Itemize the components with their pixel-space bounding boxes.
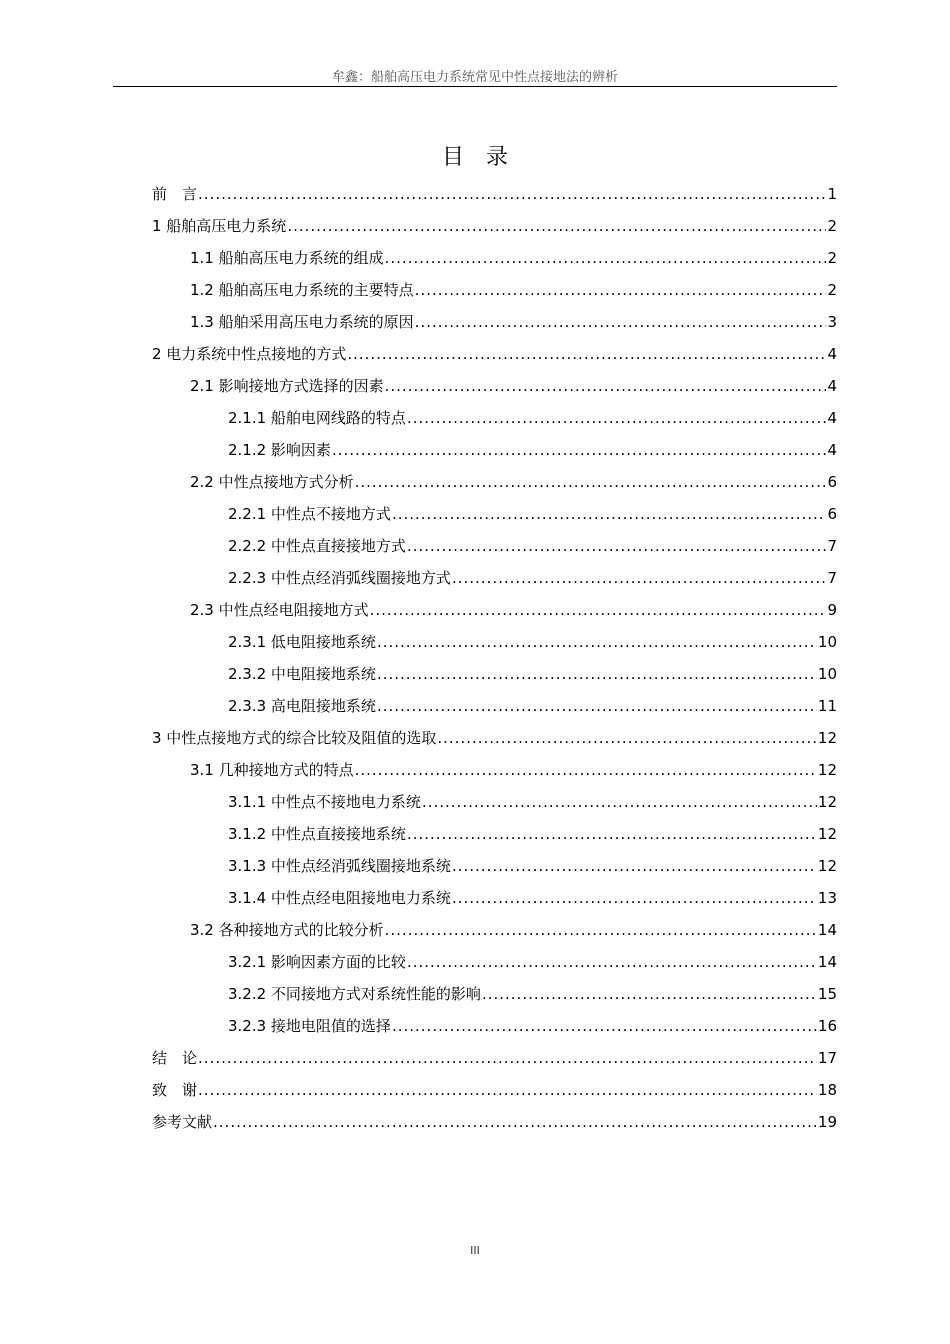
toc-entry-page: 7	[827, 569, 837, 587]
toc-entry-label: 3.2.3 接地电阻值的选择	[228, 1017, 391, 1035]
toc-entry[interactable]	[152, 882, 837, 914]
toc-entry-label: 前 言	[152, 185, 198, 203]
toc-dot-leader	[452, 850, 817, 882]
running-header: 牟鑫：船舶高压电力系统常见中性点接地法的辨析	[331, 70, 618, 85]
toc-entry[interactable]	[152, 786, 837, 818]
toc-entry-page: 12	[817, 793, 837, 811]
toc-entry-label: 2.2.3 中性点经消弧线圈接地方式	[228, 569, 451, 587]
header-rule	[113, 86, 837, 87]
toc-entry-page: 17	[817, 1049, 837, 1067]
toc-entry-page: 14	[817, 921, 837, 939]
toc-dot-leader	[407, 818, 817, 850]
toc-entry[interactable]	[152, 850, 837, 882]
toc-dot-leader	[452, 882, 817, 914]
toc-entry-page: 6	[827, 505, 837, 523]
toc-dot-leader	[370, 594, 827, 626]
toc-entry-label: 2.3.2 中电阻接地系统	[228, 665, 376, 683]
toc-entry-label: 1.1 船舶高压电力系统的组成	[190, 249, 384, 267]
toc-entry[interactable]	[152, 210, 837, 242]
toc-entry[interactable]	[152, 242, 837, 274]
toc-dot-leader	[213, 1106, 817, 1138]
toc-dot-leader	[407, 402, 827, 434]
toc-dot-leader	[332, 434, 827, 466]
toc-entry-label: 3.1.2 中性点直接接地系统	[228, 825, 406, 843]
toc-entry-label: 3.1.4 中性点经电阻接地电力系统	[228, 889, 451, 907]
toc-entry-page: 9	[827, 601, 837, 619]
toc-entry-label: 3.2 各种接地方式的比较分析	[190, 921, 384, 939]
toc-entry[interactable]	[152, 754, 837, 786]
toc-dot-leader	[377, 690, 817, 722]
toc-entry-label: 3.2.1 影响因素方面的比较	[228, 953, 406, 971]
toc-entry-label: 2.3 中性点经电阻接地方式	[190, 601, 369, 619]
toc-entry-page: 12	[817, 729, 837, 747]
toc-entry-page: 13	[817, 889, 837, 907]
toc-dot-leader	[437, 722, 817, 754]
toc-entry[interactable]	[152, 562, 837, 594]
toc-entry-page: 12	[817, 857, 837, 875]
toc-entry-page: 14	[817, 953, 837, 971]
toc-entry-page: 7	[827, 537, 837, 555]
toc-entry-label: 2.1 影响接地方式选择的因素	[190, 377, 384, 395]
toc-entry[interactable]	[152, 818, 837, 850]
toc-entry[interactable]	[152, 498, 837, 530]
toc-dot-leader	[347, 338, 826, 370]
toc-entry-label: 2.2 中性点接地方式分析	[190, 473, 354, 491]
toc-entry-page: 2	[827, 217, 837, 235]
toc-entry-label: 2.3.3 高电阻接地系统	[228, 697, 376, 715]
toc-dot-leader	[392, 1010, 817, 1042]
toc-entry-page: 3	[827, 313, 837, 331]
toc-entry-page: 19	[817, 1113, 837, 1131]
toc-dot-leader	[385, 914, 817, 946]
toc-dot-leader	[452, 562, 827, 594]
toc-entry-page: 15	[817, 985, 837, 1003]
toc-dot-leader	[482, 978, 817, 1010]
toc-dot-leader	[198, 178, 826, 210]
toc-dot-leader	[198, 1074, 817, 1106]
toc-entry[interactable]	[152, 402, 837, 434]
toc-entry[interactable]	[152, 1010, 837, 1042]
toc-entry-label: 2 电力系统中性点接地的方式	[152, 345, 347, 363]
toc-entry[interactable]	[152, 690, 837, 722]
toc-entry-page: 4	[827, 441, 837, 459]
toc-entry[interactable]	[152, 914, 837, 946]
toc-entry-label: 3.1 几种接地方式的特点	[190, 761, 354, 779]
toc-entry-label: 结 论	[152, 1049, 198, 1067]
toc-dot-leader	[198, 1042, 817, 1074]
toc-entry-label: 1.3 船舶采用高压电力系统的原因	[190, 313, 414, 331]
toc-dot-leader	[385, 370, 827, 402]
toc-entry[interactable]	[152, 1074, 837, 1106]
toc-dot-leader	[377, 658, 817, 690]
toc-dot-leader	[355, 754, 817, 786]
toc-entry-page: 18	[817, 1081, 837, 1099]
toc-entry-page: 4	[827, 377, 837, 395]
toc-entry-page: 6	[827, 473, 837, 491]
toc-entry-page: 4	[827, 409, 837, 427]
toc-entry-label: 2.1.2 影响因素	[228, 441, 331, 459]
toc-entry-page: 11	[817, 697, 837, 715]
toc-entry[interactable]	[152, 530, 837, 562]
toc-entry[interactable]	[152, 434, 837, 466]
toc-entry[interactable]	[152, 306, 837, 338]
toc-entry[interactable]	[152, 370, 837, 402]
toc-dot-leader	[385, 242, 827, 274]
toc-entry[interactable]	[152, 178, 837, 210]
toc-entry-page: 4	[827, 345, 837, 363]
toc-entry-label: 参考文献	[152, 1113, 213, 1131]
table-of-contents	[152, 178, 837, 1138]
toc-entry[interactable]	[152, 626, 837, 658]
toc-entry[interactable]	[152, 946, 837, 978]
toc-dot-leader	[407, 946, 817, 978]
toc-entry-label: 1.2 船舶高压电力系统的主要特点	[190, 281, 414, 299]
toc-entry[interactable]	[152, 658, 837, 690]
toc-dot-leader	[355, 466, 827, 498]
toc-entry-label: 2.2.1 中性点不接地方式	[228, 505, 391, 523]
toc-entry-label: 2.1.1 船舶电网线路的特点	[228, 409, 406, 427]
toc-entry-page: 1	[827, 185, 837, 203]
toc-dot-leader	[392, 498, 827, 530]
toc-entry[interactable]	[152, 274, 837, 306]
toc-entry[interactable]	[152, 1106, 837, 1138]
toc-entry-label: 3 中性点接地方式的综合比较及阻值的选取	[152, 729, 437, 747]
toc-entry[interactable]	[152, 1042, 837, 1074]
toc-entry-label: 3.1.1 中性点不接地电力系统	[228, 793, 421, 811]
toc-entry[interactable]	[152, 722, 837, 754]
toc-dot-leader	[377, 626, 817, 658]
page-title: 目录	[441, 145, 530, 170]
toc-entry-page: 12	[817, 825, 837, 843]
toc-entry-page: 16	[817, 1017, 837, 1035]
toc-entry-label: 2.3.1 低电阻接地系统	[228, 633, 376, 651]
toc-entry-page: 2	[827, 249, 837, 267]
toc-dot-leader	[415, 274, 827, 306]
page-number: III	[470, 1244, 480, 1257]
toc-entry[interactable]	[152, 594, 837, 626]
toc-dot-leader	[287, 210, 826, 242]
toc-entry-label: 致 谢	[152, 1081, 198, 1099]
toc-entry-label: 1 船舶高压电力系统	[152, 217, 287, 235]
toc-entry-label: 3.1.3 中性点经消弧线圈接地系统	[228, 857, 451, 875]
toc-entry[interactable]	[152, 466, 837, 498]
toc-entry-page: 10	[817, 633, 837, 651]
toc-entry[interactable]	[152, 978, 837, 1010]
toc-dot-leader	[415, 306, 827, 338]
toc-entry-label: 2.2.2 中性点直接接地方式	[228, 537, 406, 555]
toc-entry-label: 3.2.2 不同接地方式对系统性能的影响	[228, 985, 481, 1003]
toc-dot-leader	[422, 786, 817, 818]
toc-entry-page: 10	[817, 665, 837, 683]
toc-dot-leader	[407, 530, 827, 562]
toc-entry[interactable]	[152, 338, 837, 370]
toc-entry-page: 2	[827, 281, 837, 299]
toc-entry-page: 12	[817, 761, 837, 779]
